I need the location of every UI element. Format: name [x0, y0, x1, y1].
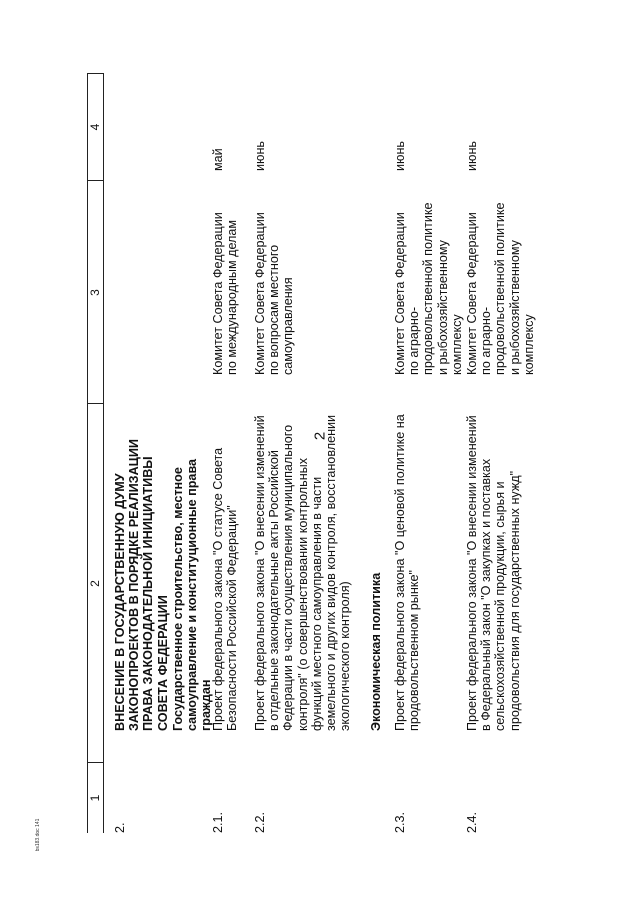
row-term: июнь: [465, 141, 479, 171]
subsection-heading: Экономическая политика: [369, 572, 383, 731]
column-header-2: 2: [88, 580, 102, 587]
row-responsible: Комитет Совета Федерации по аграрно-продовольственной политике и рыбохозяйственному комплексу: [465, 202, 536, 375]
footer-file-code: bs183.doc 141: [35, 818, 41, 852]
page-number: 2: [311, 431, 329, 441]
row-title: Проект федерального закона "О ценовой политике на продовольственном рынке": [393, 414, 422, 731]
row-responsible: Комитет Совета Федерации по международным делам: [211, 212, 240, 375]
section-number: 2.: [113, 822, 127, 833]
section-title: ВНЕСЕНИЕ В ГОСУДАРСТВЕННУЮ ДУМУ ЗАКОНОПРОЕКТОВ В ПОРЯДКЕ РЕАЛИЗАЦИИ ПРАВА ЗАКОНОДАТЕЛЬНОЙ ИНИЦИАТИВЫ СОВЕТА ФЕДЕРАЦИИ: [113, 439, 170, 731]
row-title: Проект федерального закона "О статусе Совета Безопасности Российской Федерации": [211, 447, 240, 731]
row-number: 2.2.: [253, 811, 267, 833]
row-responsible: Комитет Совета Федерации по вопросам местного самоуправления: [253, 212, 296, 375]
row-title: Проект федерального закона "О внесении изменений в отдельные законодательные акты Российской Федерации в части осуществления муниципального контроля" (о совершенствовании контрольных функций местного самоуправления в части земельного и других видов контроля, восстановлении экологического контроля): [253, 414, 353, 731]
row-term: май: [211, 148, 225, 171]
column-header-3: 3: [88, 289, 102, 296]
column-header-4: 4: [88, 123, 102, 131]
table-header-rule: [103, 73, 104, 833]
row-title: Проект федерального закона "О внесении изменений в Федеральный закон "О закупках и поставках сельскохозяйственной продукции, сырья и продовольствия для государственных нужд": [465, 415, 522, 731]
row-term: июнь: [253, 141, 267, 171]
column-header-1: 1: [88, 794, 102, 802]
row-responsible: Комитет Совета Федерации по аграрно-продовольственной политике и рыбохозяйственному комплексу: [393, 202, 464, 375]
row-number: 2.3.: [393, 811, 407, 833]
plan-table: [87, 73, 607, 833]
row-number: 2.4.: [465, 811, 479, 833]
rotated-table-frame: [87, 73, 607, 833]
row-number: 2.1.: [211, 811, 225, 833]
row-term: июнь: [393, 141, 407, 171]
subsection-heading: Государственное строительство, местное самоуправление и конституционные права граждан: [171, 458, 214, 731]
